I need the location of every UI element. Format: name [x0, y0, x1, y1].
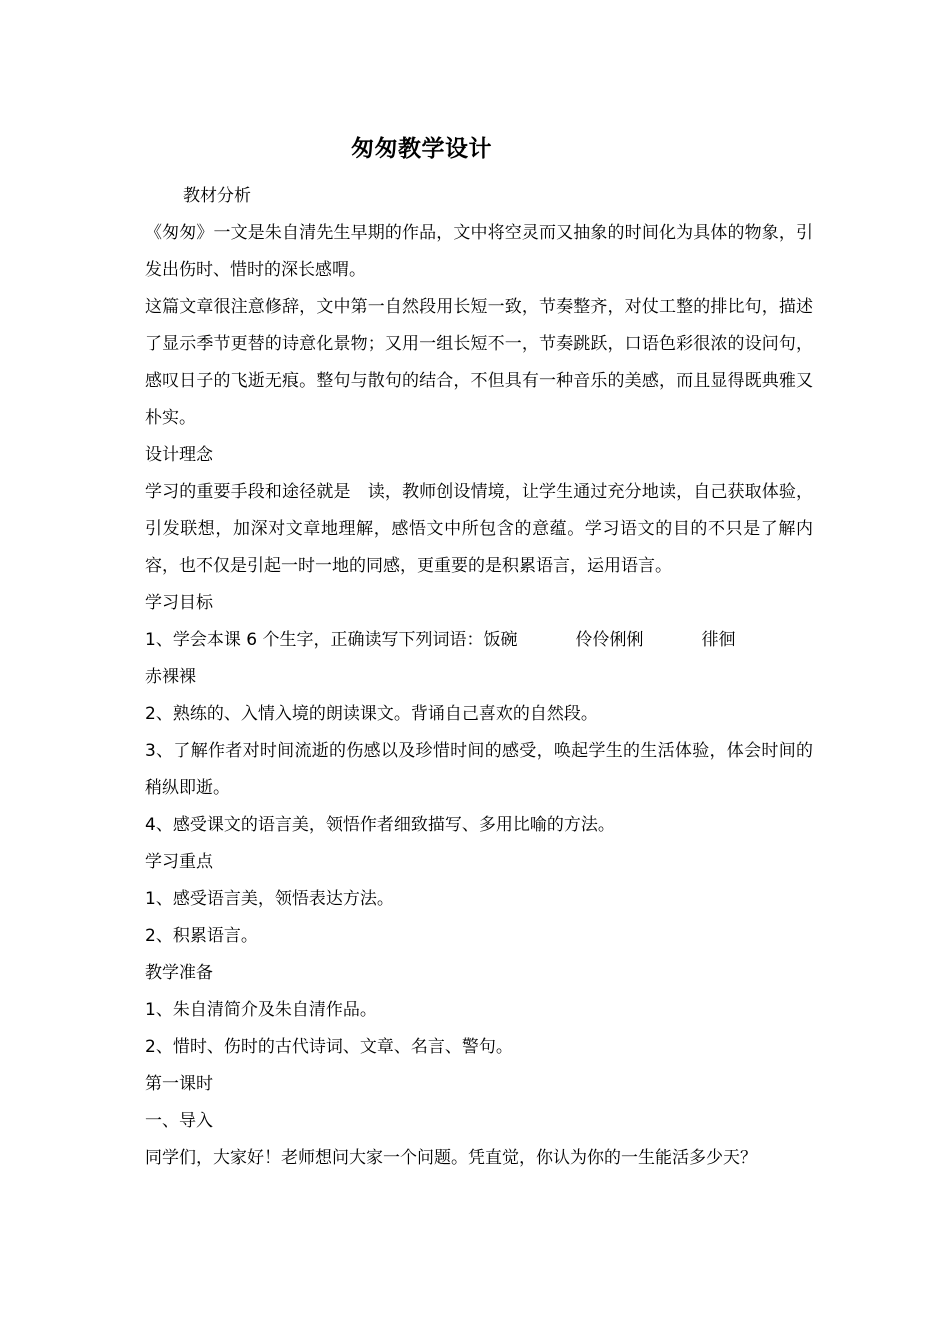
- section-heading-analysis: 教材分析: [183, 186, 251, 206]
- paragraph-concept-1: 学习的重要手段和途径就是 读，教师创设情境，让学生通过充分地读，自己获取体验，引发联想，加深对文章地理解，感悟文中所包含的意蕴。学习语文的目的不只是了解内容，也不仅是引起一时一地的同感，更重要的是积累语言，运用语言。: [145, 482, 813, 576]
- document-title: 匆匆教学设计: [351, 136, 492, 162]
- step-heading-introduction: 一、导入: [145, 1111, 213, 1131]
- section-heading-goals: 学习目标: [145, 593, 213, 613]
- section-heading-lesson-1: 第一课时: [145, 1074, 213, 1094]
- preparation-item-2: 2、惜时、伤时的古代诗词、文章、名言、警句。: [145, 1037, 513, 1057]
- document-body: [145, 178, 813, 1177]
- section-heading-concept: 设计理念: [145, 445, 213, 465]
- focus-item-1: 1、感受语言美，领悟表达方法。: [145, 889, 394, 909]
- goal-1-word-3: 徘徊: [701, 630, 736, 650]
- goal-item-4: 4、感受课文的语言美，领悟作者细致描写、多用比喻的方法。: [145, 815, 615, 835]
- goal-1-text: 1、学会本课 6 个生字，正确读写下列词语：饭碗: [145, 630, 518, 650]
- goal-item-3: 3、了解作者对时间流逝的伤感以及珍惜时间的感受，唤起学生的生活体验，体会时间的稍纵即逝。: [145, 741, 813, 798]
- paragraph-introduction-1: 同学们，大家好！老师想问大家一个问题。凭直觉，你认为你的一生能活多少天？: [145, 1148, 757, 1168]
- goal-item-1: [145, 622, 813, 696]
- goal-1-word-2: 伶伶俐俐: [575, 630, 644, 650]
- paragraph-analysis-1: 《匆匆》一文是朱自清先生早期的作品，文中将空灵而又抽象的时间化为具体的物象，引发出伤时、惜时的深长感喟。: [145, 223, 813, 280]
- section-heading-focus: 学习重点: [145, 852, 213, 872]
- goal-item-2: 2、熟练的、入情入境的朗读课文。背诵自己喜欢的自然段。: [145, 704, 598, 724]
- paragraph-analysis-2: 这篇文章很注意修辞，文中第一自然段用长短一致，节奏整齐，对仗工整的排比句，描述了显示季节更替的诗意化景物；又用一组长短不一，节奏跳跃，口语色彩很浓的设问句，感叹日子的飞逝无痕。整句与散句的结合，不但具有一种音乐的美感，而且显得既典雅又朴实。: [145, 297, 813, 428]
- section-heading-preparation: 教学准备: [145, 963, 213, 983]
- focus-item-2: 2、积累语言。: [145, 926, 258, 946]
- goal-1-word-4: 赤裸裸: [145, 667, 196, 687]
- preparation-item-1: 1、朱自清简介及朱自清作品。: [145, 1000, 377, 1020]
